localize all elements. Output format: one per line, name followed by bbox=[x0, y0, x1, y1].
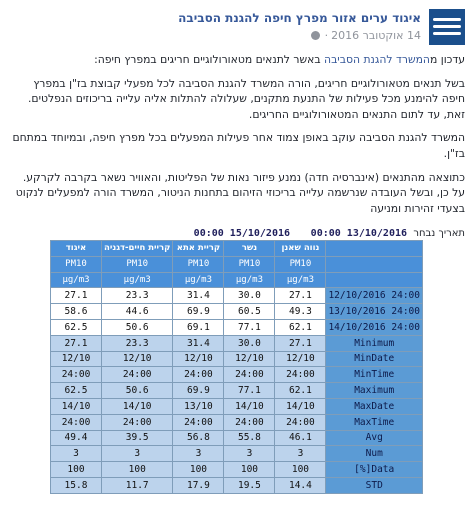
value-cell: 27.1 bbox=[51, 288, 102, 304]
value-cell: 100 bbox=[224, 462, 275, 478]
row-label: STD bbox=[326, 477, 423, 493]
post-paragraph-1: עדכון מהמשרד להגנת הסביבה באשר לתנאים מטאורולוגיים חריגים במפרץ חיפה: bbox=[94, 53, 465, 66]
value-cell: 58.6 bbox=[51, 304, 102, 320]
post-meta bbox=[311, 29, 421, 42]
value-cell: 14/10 bbox=[51, 398, 102, 414]
station-header: קריית אתא bbox=[173, 241, 224, 257]
post-header bbox=[10, 9, 465, 45]
pollutant-cell: PM10 bbox=[275, 256, 326, 272]
value-cell: 77.1 bbox=[224, 383, 275, 399]
value-cell: 24:00 bbox=[275, 367, 326, 383]
value-cell: 19.5 bbox=[224, 477, 275, 493]
value-cell: 56.8 bbox=[173, 430, 224, 446]
table-row bbox=[51, 398, 423, 414]
station-header: איגוד bbox=[51, 241, 102, 257]
meta-separator: · bbox=[324, 29, 329, 42]
value-cell: 24:00 bbox=[224, 414, 275, 430]
row-label: MinDate bbox=[326, 351, 423, 367]
table-row bbox=[51, 319, 423, 335]
value-cell: 31.4 bbox=[173, 288, 224, 304]
value-cell: 12/10 bbox=[275, 351, 326, 367]
value-cell: 69.9 bbox=[173, 304, 224, 320]
value-cell: 77.1 bbox=[224, 319, 275, 335]
value-cell: 46.1 bbox=[275, 430, 326, 446]
pollutant-cell: PM10 bbox=[224, 256, 275, 272]
row-label: MinTime bbox=[326, 367, 423, 383]
unit-cell: µg/m3 bbox=[275, 272, 326, 288]
unit-cell: µg/m3 bbox=[224, 272, 275, 288]
table-row bbox=[51, 335, 423, 351]
value-cell: 27.1 bbox=[275, 288, 326, 304]
value-cell: 11.7 bbox=[102, 477, 173, 493]
value-cell: 23.3 bbox=[102, 335, 173, 351]
pollutant-cell: PM10 bbox=[102, 256, 173, 272]
value-cell: 12/10 bbox=[102, 351, 173, 367]
pollutant-cell: PM10 bbox=[173, 256, 224, 272]
value-cell: 14.4 bbox=[275, 477, 326, 493]
station-header: נשר bbox=[224, 241, 275, 257]
value-cell: 62.1 bbox=[275, 383, 326, 399]
row-label: Minimum bbox=[326, 335, 423, 351]
value-cell: 23.3 bbox=[102, 288, 173, 304]
value-cell: 27.1 bbox=[275, 335, 326, 351]
value-cell: 24:00 bbox=[51, 367, 102, 383]
value-cell: 49.3 bbox=[275, 304, 326, 320]
value-cell: 24:00 bbox=[173, 367, 224, 383]
org-logo-icon[interactable] bbox=[429, 9, 465, 45]
post-paragraph-2: בשל תנאים מטאורולוגיים חריגים, הורה המשרד להגנת הסביבה לכל מפעלי קבוצת בז"ן במפרץ חיפה להימנע מכל פעילות של התנעת מתקנים, שעלולה להתלות אליה עלייה בריכוזים הנפלטים. זאת, עד לתום התנאים המטאורולוגיים החריגים. bbox=[28, 76, 465, 121]
value-cell: 30.0 bbox=[224, 335, 275, 351]
table-row bbox=[51, 288, 423, 304]
value-cell: 69.1 bbox=[173, 319, 224, 335]
row-label: 24:00 12/10/2016 bbox=[326, 288, 423, 304]
station-header: נווה שאנן bbox=[275, 241, 326, 257]
table-row bbox=[51, 351, 423, 367]
date-from: 00:00 13/10/2016 bbox=[310, 228, 407, 239]
value-cell: 55.8 bbox=[224, 430, 275, 446]
value-cell: 50.6 bbox=[102, 319, 173, 335]
table-row bbox=[51, 430, 423, 446]
station-header-row bbox=[51, 241, 423, 257]
value-cell: 12/10 bbox=[51, 351, 102, 367]
value-cell: 15.8 bbox=[51, 477, 102, 493]
value-cell: 24:00 bbox=[173, 414, 224, 430]
value-cell: 62.1 bbox=[275, 319, 326, 335]
selected-date-label: תאריך נבחר bbox=[413, 228, 465, 239]
station-header: קריית חיים-דגניה bbox=[102, 241, 173, 257]
row-label: MaxTime bbox=[326, 414, 423, 430]
value-cell: 100 bbox=[173, 462, 224, 478]
value-cell: 30.0 bbox=[224, 288, 275, 304]
value-cell: 100 bbox=[102, 462, 173, 478]
value-cell: 3 bbox=[173, 446, 224, 462]
table-row bbox=[51, 383, 423, 399]
value-cell: 69.9 bbox=[173, 383, 224, 399]
table-row bbox=[51, 446, 423, 462]
row-label: 24:00 13/10/2016 bbox=[326, 304, 423, 320]
value-cell: 44.6 bbox=[102, 304, 173, 320]
post-body bbox=[10, 52, 465, 224]
post-paragraph-4: כתוצאה מהתנאים (אינברסיה חדה) נמנע פיזור נאות של הפליטות, והאוויר נשאר בקרבה לקרקע. על כן, ובשל העובדה שנרשמה עלייה בריכוזי הזיהום בתחנות הניטור, המשרד הורה למפעלים לנקוט בצעדי זהירות ומניעה bbox=[15, 170, 465, 215]
row-label: 24:00 14/10/2016 bbox=[326, 319, 423, 335]
value-cell: 24:00 bbox=[51, 414, 102, 430]
value-cell: 17.9 bbox=[173, 477, 224, 493]
corner-cell bbox=[326, 241, 423, 257]
date-to: 00:00 15/10/2016 bbox=[193, 228, 290, 239]
value-cell: 3 bbox=[102, 446, 173, 462]
value-cell: 24:00 bbox=[224, 367, 275, 383]
unit-cell: µg/m3 bbox=[173, 272, 224, 288]
table-row bbox=[51, 304, 423, 320]
ministry-link[interactable]: המשרד להגנת הסביבה bbox=[324, 53, 430, 66]
row-label: Data[%] bbox=[326, 462, 423, 478]
corner-cell bbox=[326, 272, 423, 288]
post-paragraph-3: המשרד להגנת הסביבה עוקב באופן צמוד אחר פעילות המפעלים בכל מפרץ חיפה, ובמיוחד במתחם בז"ן. bbox=[12, 131, 465, 160]
unit-cell: µg/m3 bbox=[102, 272, 173, 288]
page-name-link[interactable]: איגוד ערים אזור מפרץ חיפה להגנת הסביבה bbox=[178, 11, 421, 25]
row-label: Avg bbox=[326, 430, 423, 446]
value-cell: 12/10 bbox=[224, 351, 275, 367]
pm10-table bbox=[50, 240, 423, 494]
unit-row bbox=[51, 272, 423, 288]
value-cell: 39.5 bbox=[102, 430, 173, 446]
value-cell: 24:00 bbox=[102, 414, 173, 430]
value-cell: 24:00 bbox=[275, 414, 326, 430]
table-row bbox=[51, 477, 423, 493]
value-cell: 100 bbox=[275, 462, 326, 478]
value-cell: 62.5 bbox=[51, 319, 102, 335]
globe-icon bbox=[311, 31, 320, 40]
row-label: MaxDate bbox=[326, 398, 423, 414]
value-cell: 3 bbox=[224, 446, 275, 462]
value-cell: 100 bbox=[51, 462, 102, 478]
value-cell: 60.5 bbox=[224, 304, 275, 320]
row-label: Maximum bbox=[326, 383, 423, 399]
value-cell: 62.5 bbox=[51, 383, 102, 399]
post-date[interactable]: 14 אוקטובר 2016 bbox=[331, 29, 421, 42]
value-cell: 12/10 bbox=[173, 351, 224, 367]
value-cell: 24:00 bbox=[102, 367, 173, 383]
value-cell: 3 bbox=[275, 446, 326, 462]
value-cell: 14/10 bbox=[224, 398, 275, 414]
row-label: Num bbox=[326, 446, 423, 462]
unit-cell: µg/m3 bbox=[51, 272, 102, 288]
value-cell: 14/10 bbox=[275, 398, 326, 414]
value-cell: 14/10 bbox=[102, 398, 173, 414]
value-cell: 13/10 bbox=[173, 398, 224, 414]
value-cell: 50.6 bbox=[102, 383, 173, 399]
table-row bbox=[51, 367, 423, 383]
value-cell: 27.1 bbox=[51, 335, 102, 351]
pollutant-cell: PM10 bbox=[51, 256, 102, 272]
value-cell: 3 bbox=[51, 446, 102, 462]
table-row bbox=[51, 414, 423, 430]
pollutant-row bbox=[51, 256, 423, 272]
value-cell: 49.4 bbox=[51, 430, 102, 446]
corner-cell bbox=[326, 256, 423, 272]
value-cell: 31.4 bbox=[173, 335, 224, 351]
table-row bbox=[51, 462, 423, 478]
